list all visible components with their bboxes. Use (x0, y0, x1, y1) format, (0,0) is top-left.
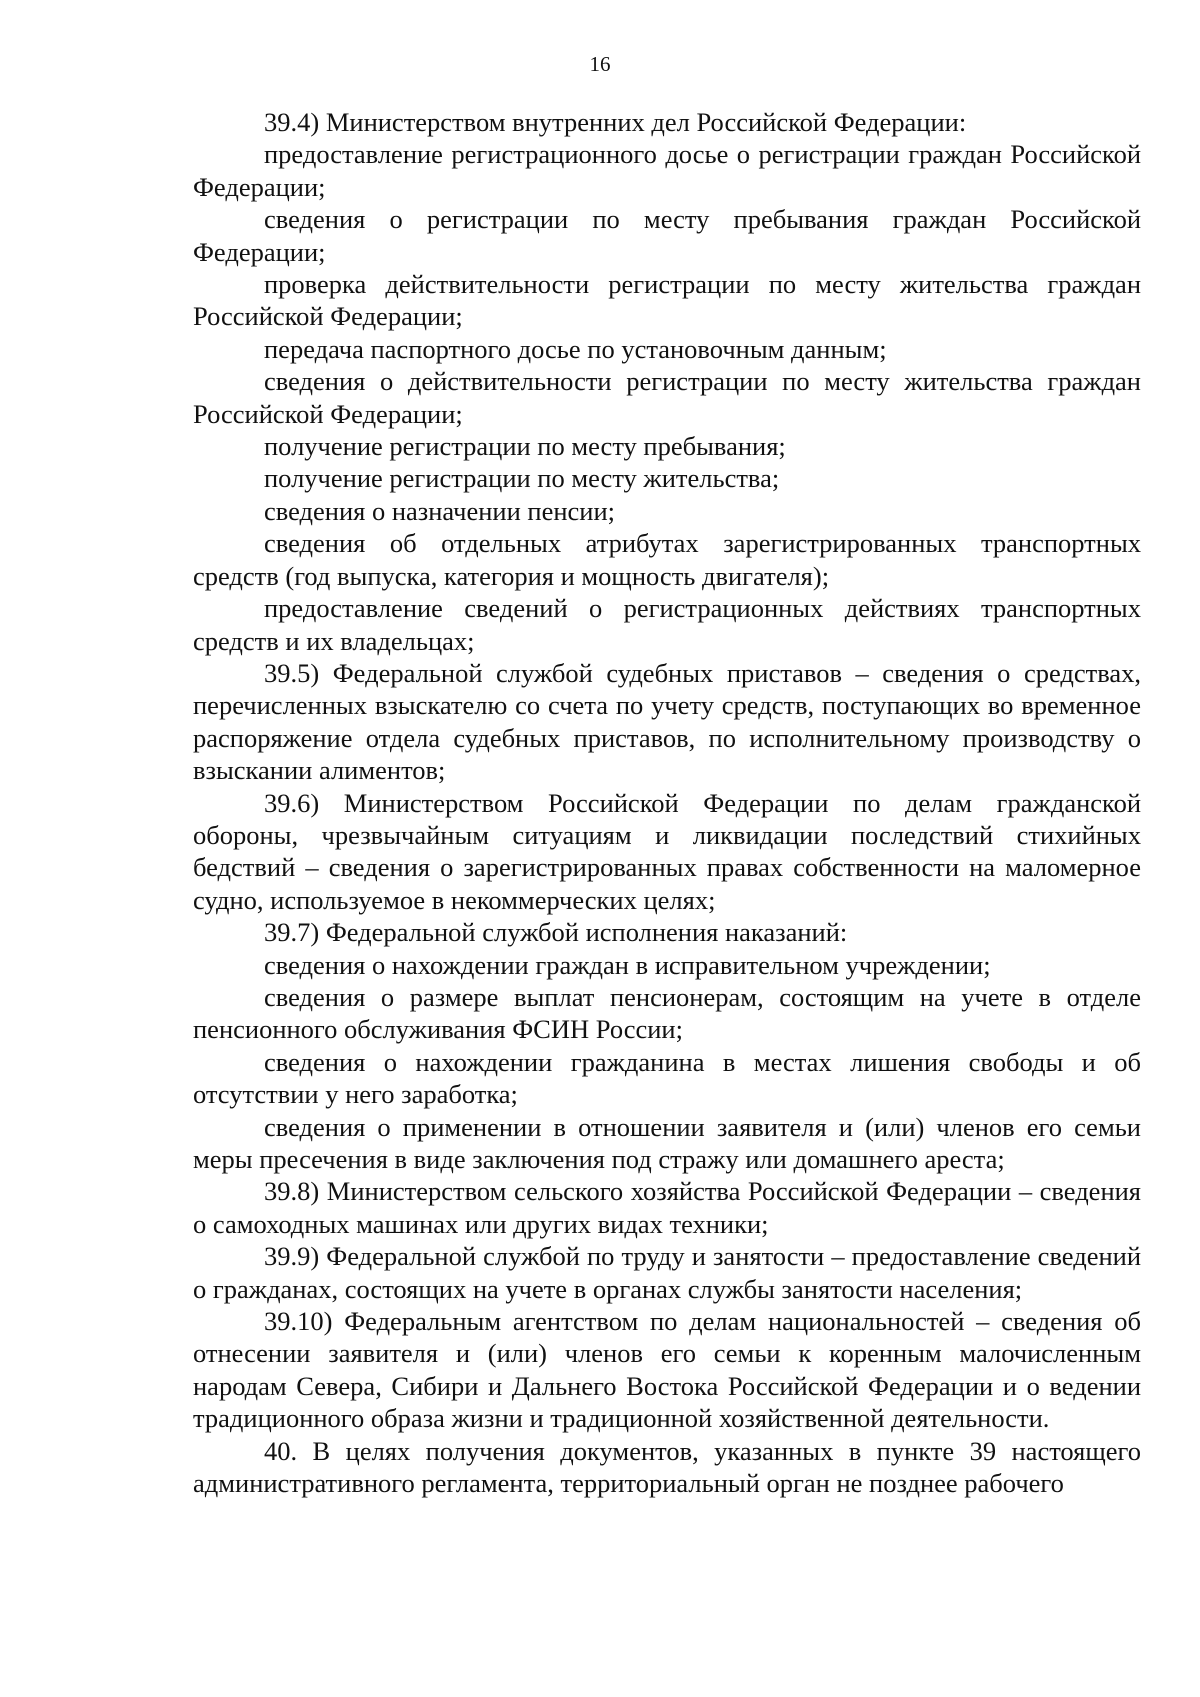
paragraph-39-7-heading: 39.7) Федеральной службой исполнения наказаний: (264, 917, 848, 948)
paragraph-39-9: 39.9) Федеральной службой по труду и занятости – предоставление сведений о гражданах, состоящих на учете в органах службы занятости населения; (193, 1241, 1141, 1304)
paragraph: сведения о назначении пенсии; (264, 495, 615, 526)
paragraph: сведения о регистрации по месту пребывания граждан Российской Федерации; (193, 204, 1141, 267)
paragraph: получение регистрации по месту жительства; (264, 463, 780, 494)
paragraph: сведения о нахождении гражданина в местах лишения свободы и об отсутствии у него заработка; (193, 1046, 1141, 1110)
paragraph-39-6: 39.6) Министерством Российской Федерации по делам гражданской обороны, чрезвычайным ситуациям и ликвидации последствий стихийных бедствий – сведения о зарегистрированных правах собственности на маломерное судно, используемое в некоммерческих целях; (193, 787, 1141, 915)
paragraph: сведения о действительности регистрации по месту жительства граждан Российской Федерации; (193, 366, 1141, 429)
paragraph: проверка действительности регистрации по месту жительства граждан Российской Федерации; (193, 269, 1141, 332)
page-number: 16 (589, 52, 611, 76)
paragraph: получение регистрации по месту пребывания; (264, 431, 786, 462)
paragraph: передача паспортного досье по установочным данным; (264, 333, 887, 364)
paragraph: сведения о применении в отношении заявителя и (или) членов его семьи меры пресечения в виде заключения под стражу или домашнего ареста; (193, 1111, 1141, 1174)
paragraph: сведения о размере выплат пенсионерам, состоящим на учете в отделе пенсионного обслуживания ФСИН России; (193, 981, 1141, 1045)
paragraph-39-8: 39.8) Министерством сельского хозяйства Российской Федерации – сведения о самоходных машинах или других видах техники; (193, 1176, 1141, 1239)
paragraph: предоставление регистрационного досье о регистрации граждан Российской Федерации; (193, 139, 1141, 202)
paragraph-39-5: 39.5) Федеральной службой судебных приставов – сведения о средствах, перечисленных взыскателю со счета по учету средств, поступающих во временное распоряжение отдела судебных приставов, по исполнительному производству о взыскании алиментов; (193, 657, 1141, 786)
document-body (193, 106, 1141, 1499)
paragraph-39-4-heading: 39.4) Министерством внутренних дел Российской Федерации: (264, 107, 967, 137)
paragraph: сведения о нахождении граждан в исправительном учреждении; (264, 949, 991, 980)
paragraph-39-10: 39.10) Федеральным агентством по делам национальностей – сведения об отнесении заявителя и (или) членов его семьи к коренным малочисленным народам Севера, Сибири и Дальнего Востока Российской Федерации и о ведении традиционного образа жизни и традиционной хозяйственной деятельности. (193, 1306, 1141, 1434)
paragraph: предоставление сведений о регистрационных действиях транспортных средств и их владельцах; (193, 593, 1141, 656)
paragraph: сведения об отдельных атрибутах зарегистрированных транспортных средств (год выпуска, категория и мощность двигателя); (193, 528, 1141, 591)
paragraph-40: 40. В целях получения документов, указанных в пункте 39 настоящего административного регламента, территориальный орган не позднее рабочего (193, 1435, 1141, 1499)
